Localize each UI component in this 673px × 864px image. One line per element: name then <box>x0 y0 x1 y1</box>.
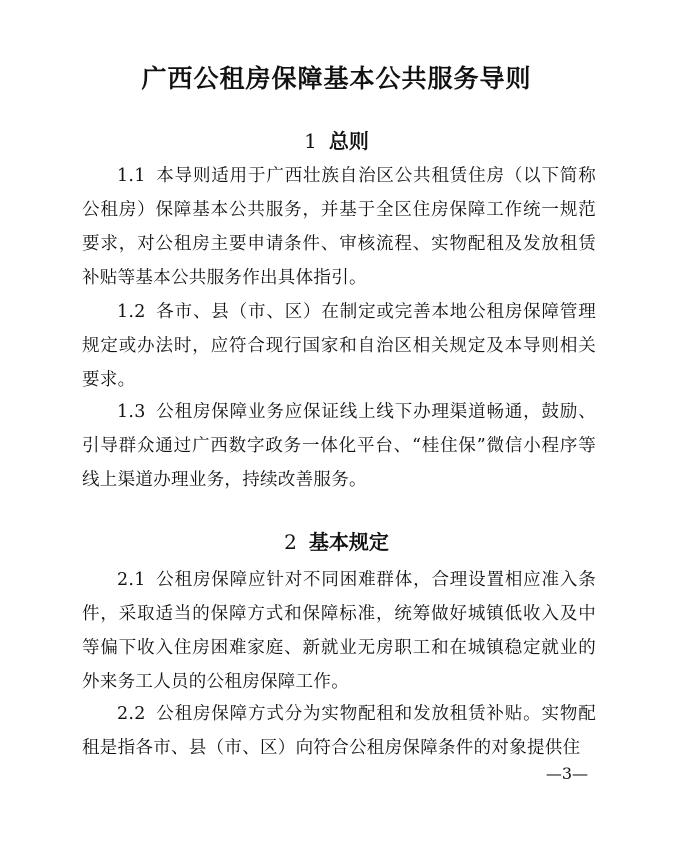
section-number: 2 <box>284 530 297 554</box>
paragraph <box>82 563 596 699</box>
section-heading <box>0 527 673 557</box>
document-title: 广西公租房保障基本公共服务导则 <box>141 64 532 93</box>
paragraph-number: 1.2 <box>117 302 146 322</box>
section-number: 1 <box>304 129 317 153</box>
paragraph-text: 本导则适用于广西壮族自治区公共租赁住房（以下简称公租房）保障基本公共服务，并基于全区住房保障工作统一规范要求，对公租房主要申请条件、审核流程、实物配租及发放租赁补贴等基本公共服务作出具体指引。 <box>82 166 596 288</box>
paragraph <box>82 697 596 765</box>
paragraph <box>82 295 596 397</box>
paragraph-number: 2.1 <box>117 570 146 590</box>
section-heading <box>0 126 673 156</box>
paragraph-number: 2.2 <box>117 704 146 724</box>
paragraph <box>82 395 596 497</box>
paragraph-number: 1.1 <box>117 166 146 186</box>
paragraph-text: 公租房保障业务应保证线上线下办理渠道畅通，鼓励、引导群众通过广西数字政务一体化平台、“桂住保”微信小程序等线上渠道办理业务，持续改善服务。 <box>82 402 596 490</box>
paragraph-number: 1.3 <box>117 402 146 422</box>
paragraph <box>82 159 596 295</box>
paragraph-text: 各市、县（市、区）在制定或完善本地公租房保障管理规定或办法时，应符合现行国家和自治区相关规定及本导则相关要求。 <box>82 302 596 390</box>
paragraph-text: 公租房保障方式分为实物配租和发放租赁补贴。实物配租是指各市、县（市、区）向符合公租房保障条件的对象提供住 <box>82 704 596 758</box>
section-title: 总则 <box>328 129 369 153</box>
paragraph-text: 公租房保障应针对不同困难群体，合理设置相应准入条件，采取适当的保障方式和保障标准，统筹做好城镇低收入及中等偏下收入住房困难家庭、新就业无房职工和在城镇稳定就业的外来务工人员的公租房保障工作。 <box>82 570 596 692</box>
page-number: —3— <box>545 764 588 783</box>
section-title: 基本规定 <box>308 530 389 554</box>
